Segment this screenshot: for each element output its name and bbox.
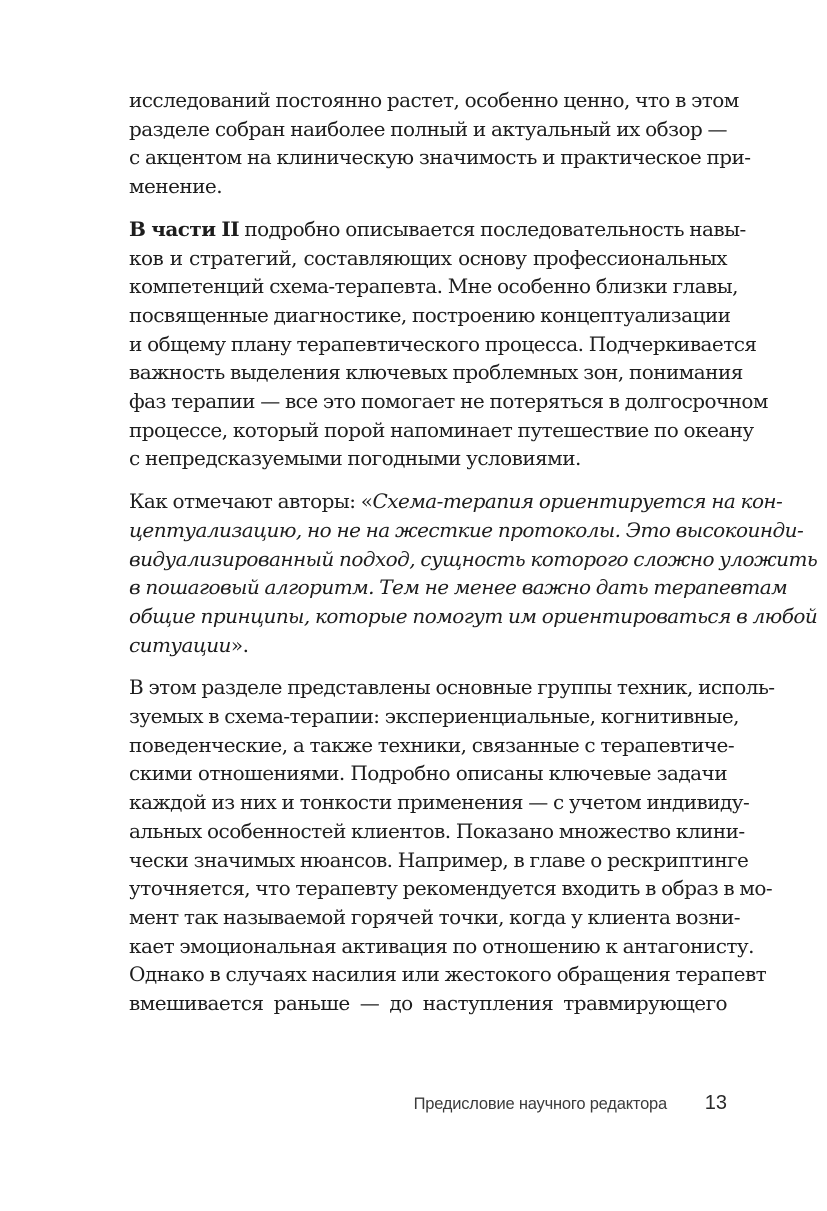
quote-outro: ». (230, 632, 249, 657)
text-line: мент так называемой горячей точки, когда у клиента возни- (129, 904, 740, 929)
text-line: важность выделения ключевых проблемных зон, понимания (129, 360, 743, 385)
text-line: каждой из них и тонкости применения — с учетом индивиду- (129, 790, 750, 815)
text-line: В этом разделе представлены основные группы техник, исполь- (129, 675, 775, 700)
text-line: исследований постоянно растет, особенно ценно, что в этом (129, 88, 739, 112)
text-line: посвященные диагностике, построению концептуализации (129, 302, 731, 327)
paragraph-4 (129, 673, 775, 1017)
page-number: 13 (704, 1092, 727, 1114)
quote-line: цептуализацию, но не на жесткие протоколы. Это высокоинди- (129, 517, 804, 542)
text-line: чески значимых нюансов. Например, в главе о рескриптинге (129, 847, 749, 872)
running-head: Предисловие научного редактора (413, 1095, 667, 1113)
text-line: вмешивается раньше — до наступления травмирующего (129, 991, 727, 1016)
bold-lead: В части II (129, 216, 240, 241)
quote-line: в пошаговый алгоритм. Тем не менее важно дать терапевтам (129, 575, 788, 600)
text-line: менение. (129, 174, 223, 199)
text-line: разделе собран наиболее полный и актуальный их обзор — (129, 116, 727, 141)
text-fragment: подробно описывается последовательность навы- (239, 216, 746, 241)
text-line: поведенческие, а также техники, связанные с терапевтиче- (129, 732, 735, 757)
text-line (129, 487, 783, 516)
body-text (129, 86, 818, 1032)
paragraph-1 (129, 86, 751, 201)
text-line: зуемых в схема-терапии: экспериенциальные, когнитивные, (129, 704, 739, 729)
paragraph-2 (129, 215, 768, 473)
text-line: с непредсказуемыми погодными условиями. (129, 446, 581, 471)
text-line: и общему плану терапевтического процесса. Подчеркивается (129, 331, 757, 356)
quote-text: Схема-терапия ориентируется на кон- (372, 489, 783, 514)
quote-intro: Как отмечают авторы: « (129, 489, 373, 514)
quote-line: видуализированный подход, сущность которого сложно уложить (129, 546, 818, 571)
text-line: кает эмоциональная активация по отношению к антагонисту. (129, 933, 754, 958)
text-line: процессе, который порой напоминает путешествие по океану (129, 417, 754, 442)
text-line: уточняется, что терапевту рекомендуется входить в образ в мо- (129, 876, 773, 901)
text-line: компетенций схема-терапевта. Мне особенно близки главы, (129, 274, 738, 299)
text-line: ков и стратегий, составляющих основу профессиональных (129, 245, 727, 270)
text-line: с акцентом на клиническую значимость и практическое при- (129, 145, 751, 170)
text-line (129, 631, 727, 660)
text-line: Однако в случаях насилия или жестокого обращения терапевт (129, 962, 767, 987)
text-line (129, 215, 746, 244)
text-line: фаз терапии — все это помогает не потеряться в долгосрочном (129, 389, 768, 414)
text-line: альных особенностей клиентов. Показано множество клини- (129, 818, 745, 843)
quote-line: общие принципы, которые помогут им ориентироваться в любой (129, 603, 818, 628)
text-line: скими отношениями. Подробно описаны ключевые задачи (129, 761, 727, 786)
quote-text: ситуации (129, 632, 231, 657)
paragraph-3-quote (129, 487, 818, 659)
page-footer (129, 1091, 727, 1121)
